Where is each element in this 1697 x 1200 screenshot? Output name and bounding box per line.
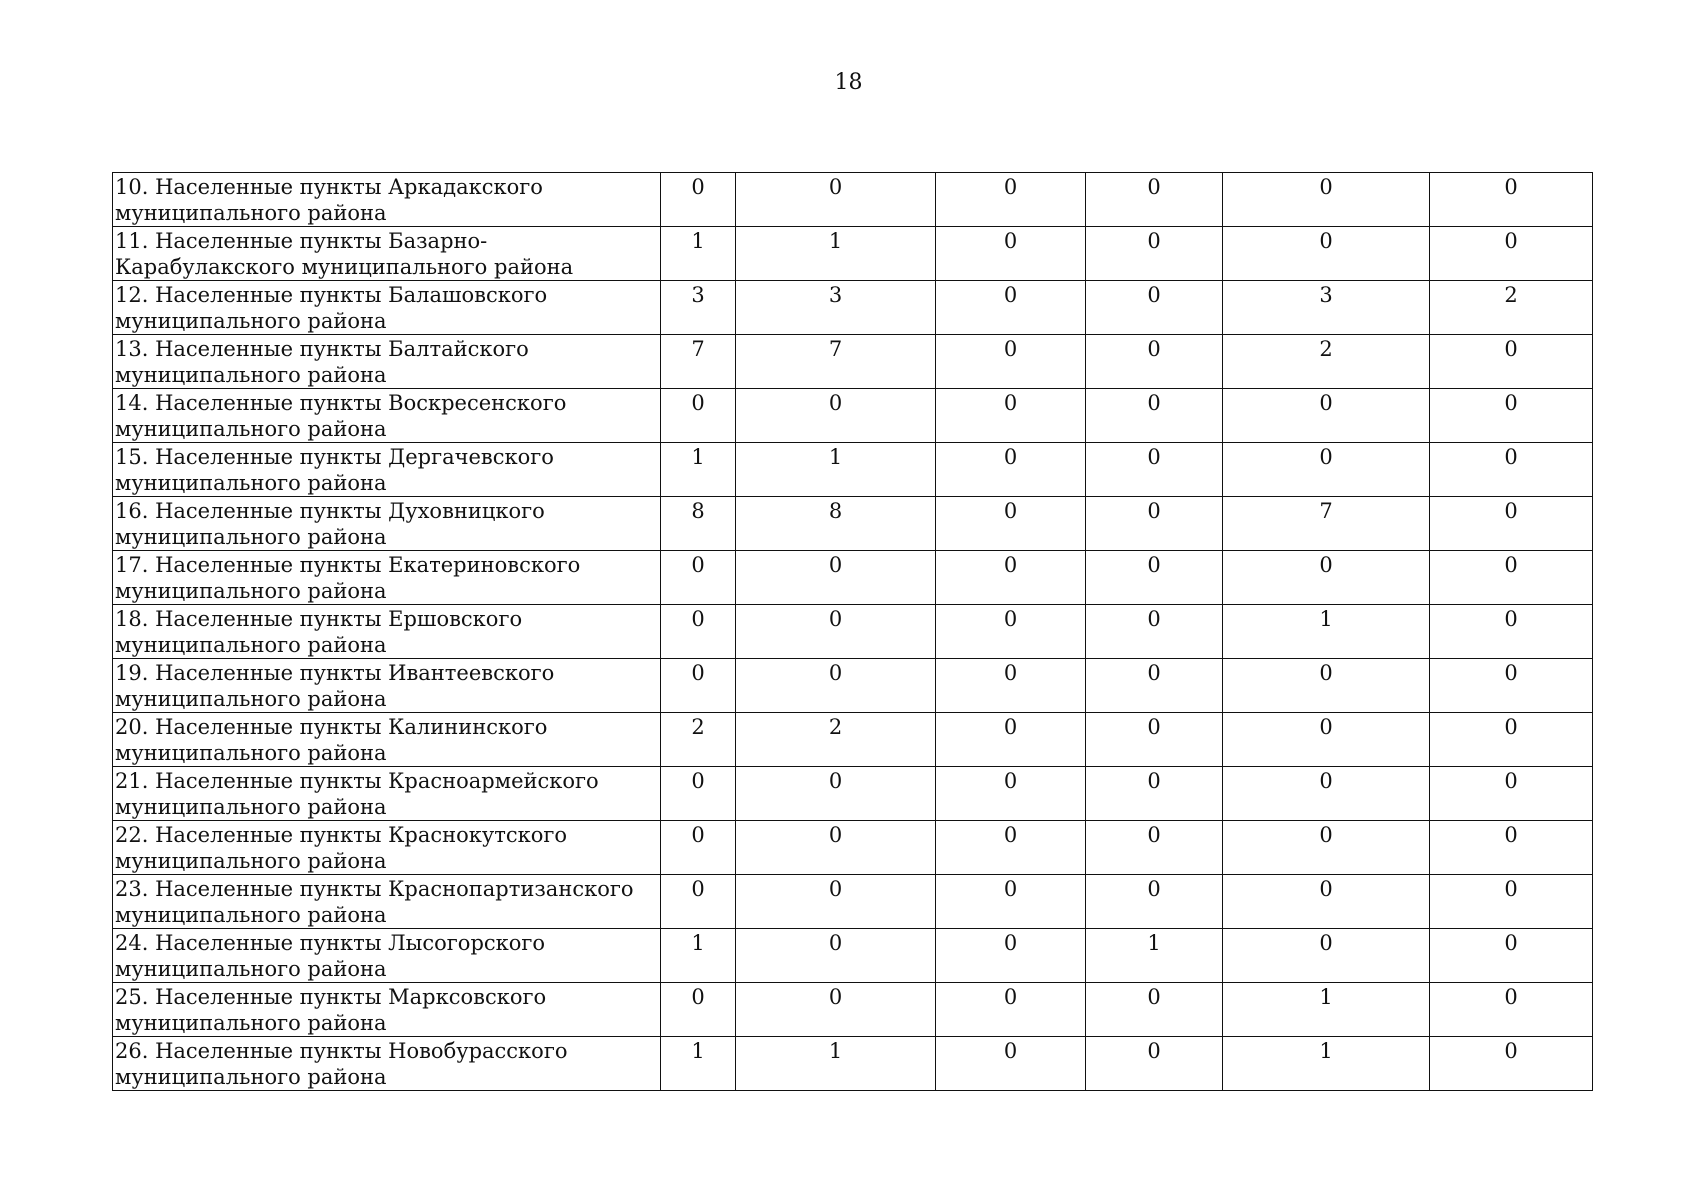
value-cell-col-5: 7 <box>1223 497 1430 551</box>
value-cell-col-2: 7 <box>736 335 936 389</box>
settlement-name-cell: 19. Населенные пункты Ивантеевского муниципального района <box>113 659 661 713</box>
value-cell-col-1: 7 <box>661 335 736 389</box>
value-cell-col-2: 0 <box>736 659 936 713</box>
table-row <box>113 281 1593 335</box>
value-cell-col-3: 0 <box>936 605 1086 659</box>
table-row <box>113 983 1593 1037</box>
settlement-name-cell: 15. Населенные пункты Дергачевского муниципального района <box>113 443 661 497</box>
value-cell-col-6: 0 <box>1430 497 1593 551</box>
value-cell-col-6: 0 <box>1430 551 1593 605</box>
value-cell-col-2: 0 <box>736 389 936 443</box>
table-row <box>113 1037 1593 1091</box>
value-cell-col-3: 0 <box>936 497 1086 551</box>
value-cell-col-4: 1 <box>1086 929 1223 983</box>
value-cell-col-5: 0 <box>1223 551 1430 605</box>
value-cell-col-6: 0 <box>1430 929 1593 983</box>
value-cell-col-2: 1 <box>736 443 936 497</box>
table-row <box>113 497 1593 551</box>
value-cell-col-1: 1 <box>661 1037 736 1091</box>
value-cell-col-4: 0 <box>1086 389 1223 443</box>
table-row <box>113 713 1593 767</box>
value-cell-col-2: 2 <box>736 713 936 767</box>
value-cell-col-6: 0 <box>1430 1037 1593 1091</box>
table-row <box>113 659 1593 713</box>
value-cell-col-6: 0 <box>1430 443 1593 497</box>
value-cell-col-1: 3 <box>661 281 736 335</box>
value-cell-col-5: 1 <box>1223 605 1430 659</box>
value-cell-col-5: 0 <box>1223 227 1430 281</box>
settlement-name-cell: 12. Населенные пункты Балашовского муниципального района <box>113 281 661 335</box>
value-cell-col-2: 0 <box>736 875 936 929</box>
value-cell-col-4: 0 <box>1086 497 1223 551</box>
settlement-name-cell: 24. Населенные пункты Лысогорского муниципального района <box>113 929 661 983</box>
value-cell-col-4: 0 <box>1086 983 1223 1037</box>
value-cell-col-1: 1 <box>661 929 736 983</box>
value-cell-col-5: 0 <box>1223 767 1430 821</box>
value-cell-col-6: 0 <box>1430 875 1593 929</box>
value-cell-col-5: 1 <box>1223 983 1430 1037</box>
value-cell-col-2: 0 <box>736 767 936 821</box>
value-cell-col-4: 0 <box>1086 605 1223 659</box>
settlement-name-cell: 10. Населенные пункты Аркадакского муниципального района <box>113 173 661 227</box>
table-row <box>113 605 1593 659</box>
table-row <box>113 443 1593 497</box>
value-cell-col-3: 0 <box>936 1037 1086 1091</box>
value-cell-col-4: 0 <box>1086 227 1223 281</box>
table-row <box>113 767 1593 821</box>
value-cell-col-5: 2 <box>1223 335 1430 389</box>
page-number: 18 <box>834 70 863 95</box>
value-cell-col-5: 0 <box>1223 659 1430 713</box>
value-cell-col-3: 0 <box>936 875 1086 929</box>
value-cell-col-4: 0 <box>1086 875 1223 929</box>
value-cell-col-3: 0 <box>936 929 1086 983</box>
table-row <box>113 929 1593 983</box>
value-cell-col-4: 0 <box>1086 551 1223 605</box>
value-cell-col-4: 0 <box>1086 1037 1223 1091</box>
value-cell-col-6: 0 <box>1430 983 1593 1037</box>
value-cell-col-2: 0 <box>736 929 936 983</box>
value-cell-col-3: 0 <box>936 281 1086 335</box>
value-cell-col-2: 0 <box>736 173 936 227</box>
value-cell-col-6: 0 <box>1430 227 1593 281</box>
settlement-name-cell: 18. Населенные пункты Ершовского муниципального района <box>113 605 661 659</box>
value-cell-col-1: 0 <box>661 551 736 605</box>
value-cell-col-1: 1 <box>661 443 736 497</box>
value-cell-col-2: 3 <box>736 281 936 335</box>
value-cell-col-5: 0 <box>1223 389 1430 443</box>
settlement-name-cell: 21. Населенные пункты Красноармейского муниципального района <box>113 767 661 821</box>
value-cell-col-6: 0 <box>1430 605 1593 659</box>
data-table <box>112 172 1593 1091</box>
value-cell-col-5: 0 <box>1223 821 1430 875</box>
value-cell-col-1: 0 <box>661 659 736 713</box>
value-cell-col-6: 2 <box>1430 281 1593 335</box>
settlement-name-cell: 26. Населенные пункты Новобурасского муниципального района <box>113 1037 661 1091</box>
value-cell-col-4: 0 <box>1086 335 1223 389</box>
value-cell-col-5: 0 <box>1223 713 1430 767</box>
value-cell-col-5: 0 <box>1223 173 1430 227</box>
value-cell-col-3: 0 <box>936 443 1086 497</box>
settlement-name-cell: 16. Населенные пункты Духовницкого муниципального района <box>113 497 661 551</box>
value-cell-col-5: 0 <box>1223 443 1430 497</box>
value-cell-col-5: 0 <box>1223 875 1430 929</box>
value-cell-col-3: 0 <box>936 389 1086 443</box>
value-cell-col-1: 8 <box>661 497 736 551</box>
settlement-name-cell: 11. Населенные пункты Базарно-Карабулакского муниципального района <box>113 227 661 281</box>
value-cell-col-6: 0 <box>1430 173 1593 227</box>
table-row <box>113 227 1593 281</box>
table-body <box>113 173 1593 1091</box>
value-cell-col-4: 0 <box>1086 281 1223 335</box>
value-cell-col-1: 0 <box>661 605 736 659</box>
settlement-name-cell: 14. Населенные пункты Воскресенского муниципального района <box>113 389 661 443</box>
value-cell-col-6: 0 <box>1430 389 1593 443</box>
value-cell-col-2: 0 <box>736 821 936 875</box>
value-cell-col-2: 8 <box>736 497 936 551</box>
value-cell-col-3: 0 <box>936 659 1086 713</box>
value-cell-col-6: 0 <box>1430 821 1593 875</box>
value-cell-col-2: 1 <box>736 1037 936 1091</box>
value-cell-col-5: 1 <box>1223 1037 1430 1091</box>
value-cell-col-3: 0 <box>936 551 1086 605</box>
value-cell-col-4: 0 <box>1086 173 1223 227</box>
value-cell-col-1: 0 <box>661 389 736 443</box>
value-cell-col-3: 0 <box>936 173 1086 227</box>
value-cell-col-4: 0 <box>1086 767 1223 821</box>
value-cell-col-3: 0 <box>936 713 1086 767</box>
value-cell-col-6: 0 <box>1430 713 1593 767</box>
table-row <box>113 173 1593 227</box>
value-cell-col-6: 0 <box>1430 659 1593 713</box>
value-cell-col-2: 0 <box>736 551 936 605</box>
value-cell-col-1: 0 <box>661 173 736 227</box>
table-row <box>113 389 1593 443</box>
value-cell-col-3: 0 <box>936 983 1086 1037</box>
value-cell-col-4: 0 <box>1086 659 1223 713</box>
settlement-name-cell: 25. Населенные пункты Марксовского муниципального района <box>113 983 661 1037</box>
value-cell-col-5: 0 <box>1223 929 1430 983</box>
settlement-name-cell: 20. Населенные пункты Калининского муниципального района <box>113 713 661 767</box>
value-cell-col-3: 0 <box>936 227 1086 281</box>
settlement-name-cell: 22. Населенные пункты Краснокутского муниципального района <box>113 821 661 875</box>
table-row <box>113 551 1593 605</box>
settlement-name-cell: 17. Населенные пункты Екатериновского муниципального района <box>113 551 661 605</box>
value-cell-col-2: 0 <box>736 605 936 659</box>
value-cell-col-2: 0 <box>736 983 936 1037</box>
value-cell-col-4: 0 <box>1086 713 1223 767</box>
table-row <box>113 875 1593 929</box>
value-cell-col-3: 0 <box>936 335 1086 389</box>
table-row <box>113 335 1593 389</box>
table-row <box>113 821 1593 875</box>
settlement-name-cell: 13. Населенные пункты Балтайского муниципального района <box>113 335 661 389</box>
value-cell-col-1: 2 <box>661 713 736 767</box>
value-cell-col-4: 0 <box>1086 821 1223 875</box>
settlement-name-cell: 23. Населенные пункты Краснопартизанского муниципального района <box>113 875 661 929</box>
value-cell-col-1: 0 <box>661 767 736 821</box>
value-cell-col-2: 1 <box>736 227 936 281</box>
value-cell-col-1: 0 <box>661 983 736 1037</box>
value-cell-col-1: 1 <box>661 227 736 281</box>
value-cell-col-1: 0 <box>661 875 736 929</box>
value-cell-col-6: 0 <box>1430 767 1593 821</box>
value-cell-col-6: 0 <box>1430 335 1593 389</box>
value-cell-col-1: 0 <box>661 821 736 875</box>
value-cell-col-4: 0 <box>1086 443 1223 497</box>
value-cell-col-3: 0 <box>936 821 1086 875</box>
value-cell-col-5: 3 <box>1223 281 1430 335</box>
value-cell-col-3: 0 <box>936 767 1086 821</box>
